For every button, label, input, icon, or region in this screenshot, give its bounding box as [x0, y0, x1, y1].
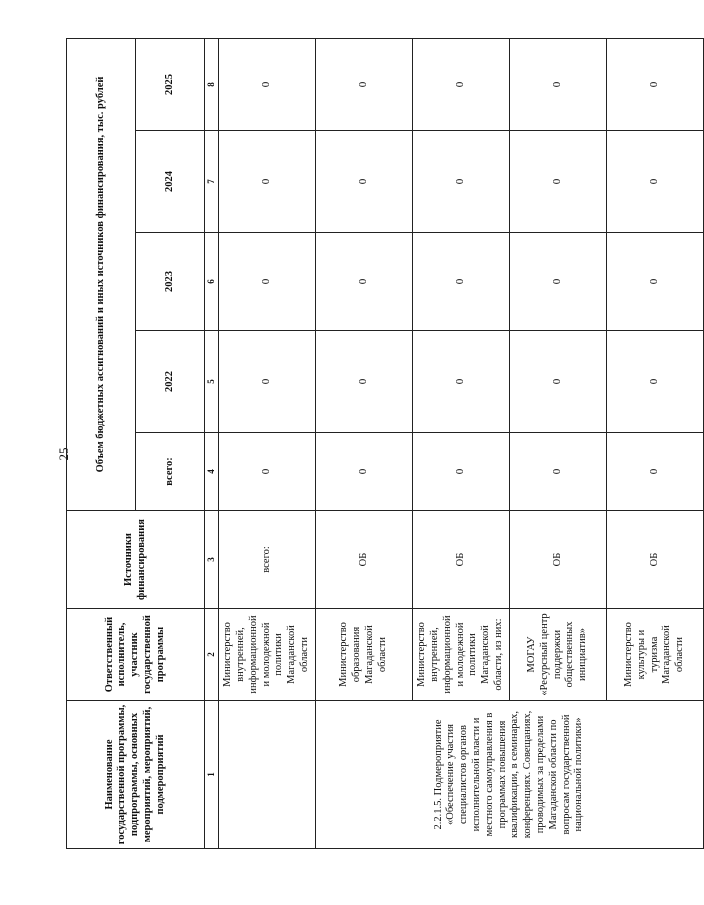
executor-cell: Министерство образования Магаданской области	[315, 609, 412, 701]
column-number-row	[205, 38, 219, 848]
value-2023: 0	[412, 233, 509, 331]
value-2022: 0	[218, 331, 315, 433]
value-2024: 0	[412, 131, 509, 233]
page-number: 25	[56, 447, 71, 461]
value-2025: 0	[606, 38, 703, 130]
header-2023: 2023	[136, 233, 205, 331]
column-number: 5	[205, 331, 219, 433]
value-total: 0	[315, 433, 412, 511]
value-total: 0	[218, 433, 315, 511]
financing-table	[66, 38, 704, 849]
rotated-table-wrapper	[66, 39, 686, 849]
value-2025: 0	[315, 38, 412, 130]
column-number: 3	[205, 511, 219, 609]
source-cell: ОБ	[606, 511, 703, 609]
value-2023: 0	[509, 233, 606, 331]
column-number: 4	[205, 433, 219, 511]
value-2023: 0	[606, 233, 703, 331]
column-number: 6	[205, 233, 219, 331]
column-number: 1	[205, 701, 219, 849]
value-2022: 0	[315, 331, 412, 433]
header-executor: Ответственный исполнитель, участник государственной программы	[67, 609, 205, 701]
column-number: 7	[205, 131, 219, 233]
value-2022: 0	[412, 331, 509, 433]
executor-cell: Министерство культуры и туризма Магаданской области	[606, 609, 703, 701]
value-2025: 0	[509, 38, 606, 130]
source-cell: ОБ	[509, 511, 606, 609]
header-2024: 2024	[136, 131, 205, 233]
column-number: 8	[205, 38, 219, 130]
source-cell: всего:	[218, 511, 315, 609]
value-total: 0	[509, 433, 606, 511]
subactivity-name-cell: 2.2.1.5. Подмероприятие «Обеспечение участия специалистов органов исполнительной власти и местного самоуправления в программах повышения квалификации, в семинарах, конференциях. Совещаниях, проводимых за пределами Магаданской области по вопросам государственной национальной политики»	[315, 701, 703, 849]
executor-cell: Министерство внутренней, информационной и молодежной политики Магаданской области, из них:	[412, 609, 509, 701]
header-2025: 2025	[136, 38, 205, 130]
value-2022: 0	[606, 331, 703, 433]
header-total: всего:	[136, 433, 205, 511]
value-2023: 0	[218, 233, 315, 331]
value-2024: 0	[509, 131, 606, 233]
value-2024: 0	[606, 131, 703, 233]
empty-name-cell	[218, 701, 315, 849]
value-2022: 0	[509, 331, 606, 433]
value-2023: 0	[315, 233, 412, 331]
table-row	[315, 38, 412, 848]
value-total: 0	[606, 433, 703, 511]
header-funding-group: Объем бюджетных ассигнований и иных источников финансирования, тыс. рублей	[67, 38, 136, 510]
header-name: Наименование государственной программы, подпрограммы, основных мероприятий, мероприятий, подмероприятий	[67, 701, 205, 849]
table-row	[218, 38, 315, 848]
source-cell: ОБ	[315, 511, 412, 609]
executor-cell: МОГАУ «Ресурсный центр поддержки общественных инициатив»	[509, 609, 606, 701]
value-total: 0	[412, 433, 509, 511]
source-cell: ОБ	[412, 511, 509, 609]
column-number: 2	[205, 609, 219, 701]
header-2022: 2022	[136, 331, 205, 433]
value-2024: 0	[218, 131, 315, 233]
executor-cell: Министерство внутренней, информационной и молодежной политики Магаданской области	[218, 609, 315, 701]
value-2025: 0	[218, 38, 315, 130]
value-2025: 0	[412, 38, 509, 130]
value-2024: 0	[315, 131, 412, 233]
header-source: Источники финансирования	[67, 511, 205, 609]
